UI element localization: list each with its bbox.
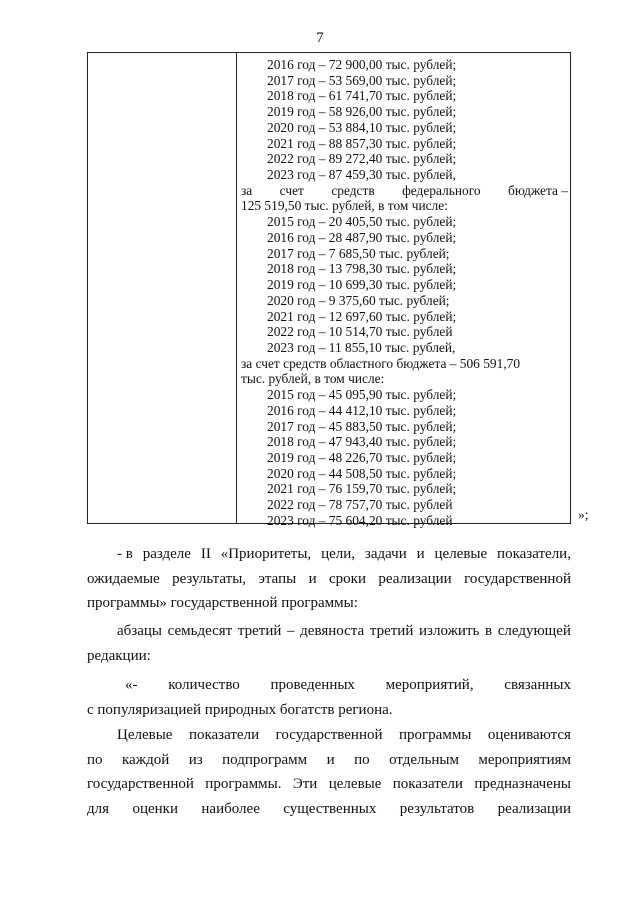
word: «- xyxy=(125,677,138,693)
funding-line: 2017 год – 53 569,00 тыс. рублей; xyxy=(267,72,457,88)
word: и xyxy=(416,546,425,562)
word: по xyxy=(354,751,370,768)
word: количество xyxy=(168,677,240,693)
text-line xyxy=(87,797,571,822)
word: счет xyxy=(279,182,304,198)
funding-line: 2021 год – 76 159,70 тыс. рублей; xyxy=(267,481,457,497)
word: государственной xyxy=(464,570,571,587)
text-line xyxy=(87,772,571,797)
word: следующей xyxy=(497,623,571,639)
paragraph-abzatsy xyxy=(87,619,571,668)
text-line xyxy=(87,542,571,567)
funding-line: 2023 год – 11 855,10 тыс. рублей, xyxy=(267,339,456,355)
funding-line: за счет средств областного бюджета – 506 591,70 xyxy=(241,355,521,371)
word: показатели xyxy=(392,776,463,792)
word: реализации xyxy=(378,570,452,587)
word: каждой xyxy=(121,751,170,768)
word: оценки xyxy=(132,800,178,817)
funding-line: 2017 год – 45 883,50 тыс. рублей; xyxy=(267,418,457,434)
word: Эти xyxy=(292,776,318,792)
funding-line: 2016 год – 28 487,90 тыс. рублей; xyxy=(267,229,457,245)
text-line: программы» государственной программы: xyxy=(87,595,358,611)
word: девяноста xyxy=(300,623,365,639)
funding-line: 2018 год – 61 741,70 тыс. рублей; xyxy=(267,88,457,104)
word: «Приоритеты, xyxy=(220,546,312,562)
word: программы xyxy=(398,727,472,743)
funding-line: 2022 год – 78 757,70 тыс. рублей xyxy=(267,497,453,513)
word: предназначены xyxy=(474,776,571,792)
word: целевые xyxy=(328,776,382,792)
word: – xyxy=(287,623,295,639)
word: третий xyxy=(237,623,282,639)
word: результаты, xyxy=(172,570,247,587)
funding-line: 2022 год – 89 272,40 тыс. рублей; xyxy=(267,151,457,167)
funding-line: 2020 год – 53 884,10 тыс. рублей; xyxy=(267,119,457,135)
word: цели, xyxy=(321,546,356,562)
funding-cell xyxy=(241,57,568,529)
funding-line: 2017 год – 7 685,50 тыс. рублей; xyxy=(267,245,450,261)
text-line xyxy=(87,723,571,748)
word: семьдесят xyxy=(167,623,233,639)
text-line: с популяризацией природных богатств региона. xyxy=(87,701,393,718)
word: задачи xyxy=(364,546,407,562)
word: программы. xyxy=(205,776,282,792)
word: этапы xyxy=(258,570,297,587)
funding-line: тыс. рублей, в том числе: xyxy=(241,371,385,387)
funding-line: 125 519,50 тыс. рублей, в том числе: xyxy=(241,198,448,214)
funding-line: 2020 год – 9 375,60 тыс. рублей; xyxy=(267,292,450,308)
word: проведенных xyxy=(270,677,355,693)
text-line xyxy=(87,673,571,698)
word: существенных xyxy=(283,800,377,817)
word: и xyxy=(308,570,317,587)
funding-line: 2022 год – 10 514,70 тыс. рублей xyxy=(267,324,453,340)
word: наиболее xyxy=(201,800,260,817)
word: для xyxy=(87,800,110,817)
funding-table xyxy=(87,52,571,528)
funding-line: 2018 год – 47 943,40 тыс. рублей; xyxy=(267,434,457,450)
word: в xyxy=(485,623,493,639)
word: показатели, xyxy=(497,546,571,562)
funding-line: 2023 год – 87 459,30 тыс. рублей, xyxy=(267,167,456,183)
funding-line: 2021 год – 12 697,60 тыс. рублей; xyxy=(267,308,457,324)
paragraph-quote xyxy=(87,673,571,722)
word: абзацы xyxy=(117,623,162,639)
funding-line: 2019 год – 48 226,70 тыс. рублей; xyxy=(267,449,457,465)
word: мероприятий, xyxy=(385,677,474,693)
word: по xyxy=(87,751,103,768)
word: федерального xyxy=(402,182,481,198)
word: связанных xyxy=(504,677,571,693)
funding-line: 2023 год – 75 604,20 тыс. рублей xyxy=(267,512,453,528)
word: изложить xyxy=(419,623,480,639)
word: мероприятиям xyxy=(478,751,571,768)
funding-line: 2020 год – 44 508,50 тыс. рублей; xyxy=(267,465,457,481)
word: разделе xyxy=(142,546,191,562)
funding-line: 2019 год – 58 926,00 тыс. рублей; xyxy=(267,104,457,120)
funding-line: 2015 год – 45 095,90 тыс. рублей; xyxy=(267,387,457,403)
word: бюджета – xyxy=(508,182,568,198)
word: II xyxy=(200,546,211,562)
word: показатели xyxy=(188,727,260,743)
column-divider xyxy=(236,53,237,523)
funding-line: 2016 год – 72 900,00 тыс. рублей; xyxy=(267,57,457,72)
word: из xyxy=(188,751,203,768)
page-number: 7 xyxy=(316,30,324,46)
word: государственной xyxy=(275,727,383,743)
word: средств xyxy=(331,182,375,198)
paragraph-indicators xyxy=(87,723,571,821)
word: за xyxy=(241,182,253,198)
paragraph-section-ii xyxy=(87,542,571,616)
word: оцениваются xyxy=(487,727,571,743)
word: ожидаемые xyxy=(87,570,160,587)
word: результатов xyxy=(399,800,475,817)
funding-line: 2018 год – 13 798,30 тыс. рублей; xyxy=(267,261,457,277)
text-line xyxy=(87,567,571,592)
funding-line: 2021 год – 88 857,30 тыс. рублей; xyxy=(267,135,457,151)
word: подпрограмм xyxy=(222,751,308,768)
word: государственной xyxy=(87,776,194,792)
text-line: редакции: xyxy=(87,647,151,664)
word: и xyxy=(326,751,335,768)
word: реализации xyxy=(497,800,571,817)
word: Целевые xyxy=(117,727,173,743)
funding-line: 2016 год – 44 412,10 тыс. рублей; xyxy=(267,402,457,418)
text-line xyxy=(87,619,571,644)
word: - в xyxy=(117,546,133,562)
word: третий xyxy=(369,623,414,639)
table-closing-quote: »; xyxy=(578,507,589,522)
funding-line xyxy=(241,183,568,199)
word: отдельным xyxy=(389,751,459,768)
word: сроки xyxy=(329,570,366,587)
funding-line: 2015 год – 20 405,50 тыс. рублей; xyxy=(267,214,457,230)
funding-line: 2019 год – 10 699,30 тыс. рублей; xyxy=(267,277,457,293)
word: целевые xyxy=(434,546,488,562)
text-line xyxy=(87,748,571,773)
